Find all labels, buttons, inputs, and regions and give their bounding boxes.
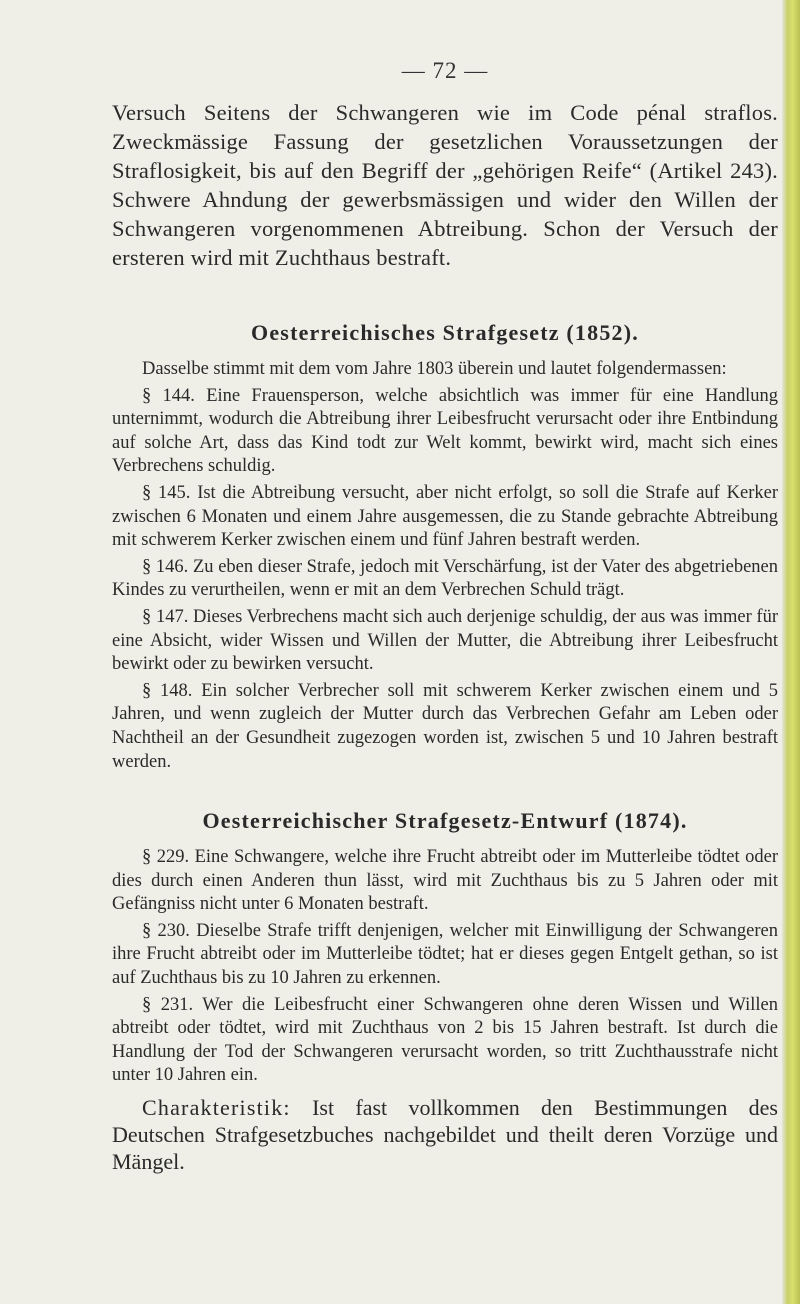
section-heading-1874: Oesterreichischer Strafgesetz-Entwurf (1874). bbox=[202, 808, 688, 834]
section-1852-body bbox=[112, 358, 778, 774]
intro-paragraph: Versuch Seitens der Schwangeren wie im Code pénal straflos. Zweckmässige Fassung der gesetzlichen Voraussetzungen der Straflosigkeit, bis auf den Begriff der „gehörigen Reife“ (Artikel 243). Schwere Ahndung der gewerbsmässigen und wider den Willen der Schwangeren vorgenommenen Abtreibung. Schon der Versuch der ersteren wird mit Zuchthaus bestraft. bbox=[112, 100, 778, 270]
book-spine-edge bbox=[782, 0, 800, 1304]
section-1874-body bbox=[112, 846, 778, 1088]
section-heading-1852: Oesterreichisches Strafgesetz (1852). bbox=[251, 320, 639, 345]
paragraph-229: § 229. Eine Schwangere, welche ihre Frucht abtreibt oder im Mutterleibe tödtet oder dies durch einen Anderen thun lässt, wird mit Zuchthaus bis zu 5 Jahren oder mit Gefängniss nicht unter 6 Monaten bestraft. bbox=[112, 847, 778, 915]
paragraph-144: § 144. Eine Frauensperson, welche absichtlich was immer für eine Handlung unternimmt, wodurch die Abtreibung ihrer Leibesfrucht verursacht oder ihre Entbindung auf solche Art, dass das Kind todt zur Welt kommt, bewirkt wird, macht sich eines Verbrechens schuldig. bbox=[112, 385, 778, 477]
paragraph-146: § 146. Zu eben dieser Strafe, jedoch mit Verschärfung, ist der Vater des abgetriebenen Kindes zu verurtheilen, wenn er mit an dem Verbrechen Schuld trägt. bbox=[112, 556, 778, 601]
page-number: — 72 — bbox=[401, 58, 489, 83]
characteristic-label: Charakteristik: bbox=[142, 1095, 291, 1121]
characteristic-text: Ist fast vollkommen den Bestimmungen des Deutschen Strafgesetzbuches nachgebildet und theilt deren Vorzüge und Mängel. bbox=[112, 1095, 778, 1175]
paragraph-147: § 147. Dieses Verbrechens macht sich auch derjenige schuldig, der aus was immer für eine Absicht, wider Wissen und Willen der Mutter, die Abtreibung ihrer Leibesfrucht bewirkt oder zu bewirken versucht. bbox=[112, 606, 778, 675]
paragraph-231: § 231. Wer die Leibesfrucht einer Schwangeren ohne deren Wissen und Willen abtreibt oder tödtet, wird mit Zuchthaus von 2 bis 15 Jahren bestraft. Ist durch die Handlung der Tod der Schwangeren verursacht worden, so tritt Zuchthausstrafe nicht unter 10 Jahren ein. bbox=[112, 994, 778, 1086]
paragraph-230: § 230. Dieselbe Strafe trifft denjenigen, welcher mit Einwilligung der Schwangeren ihre Frucht abtreibt oder im Mutterleibe tödtet; hat er dieses gegen Entgelt gethan, so ist auf Zuchthaus bis zu 10 Jahren zu erkennen. bbox=[112, 920, 778, 989]
paragraph-145: § 145. Ist die Abtreibung versucht, aber nicht erfolgt, so soll die Strafe auf Kerker zwischen 6 Monaten und einem Jahre ausgemessen, die zu Stande gebrachte Abtreibung mit schwerem Kerker zwischen einem und fünf Jahren bestraft werden. bbox=[112, 482, 778, 551]
paragraph-148: § 148. Ein solcher Verbrecher soll mit schwerem Kerker zwischen einem und 5 Jahren, und wenn zugleich der Mutter durch das Verbrechen Gefahr am Leben oder Nachtheil an der Gesundheit zugezogen worden ist, zwischen 5 und 10 Jahren bestraft werden. bbox=[112, 680, 778, 772]
characteristic-paragraph bbox=[112, 1094, 778, 1175]
paragraph: Dasselbe stimmt mit dem vom Jahre 1803 überein und lautet folgendermassen: bbox=[142, 359, 727, 379]
book-page bbox=[112, 58, 778, 1175]
